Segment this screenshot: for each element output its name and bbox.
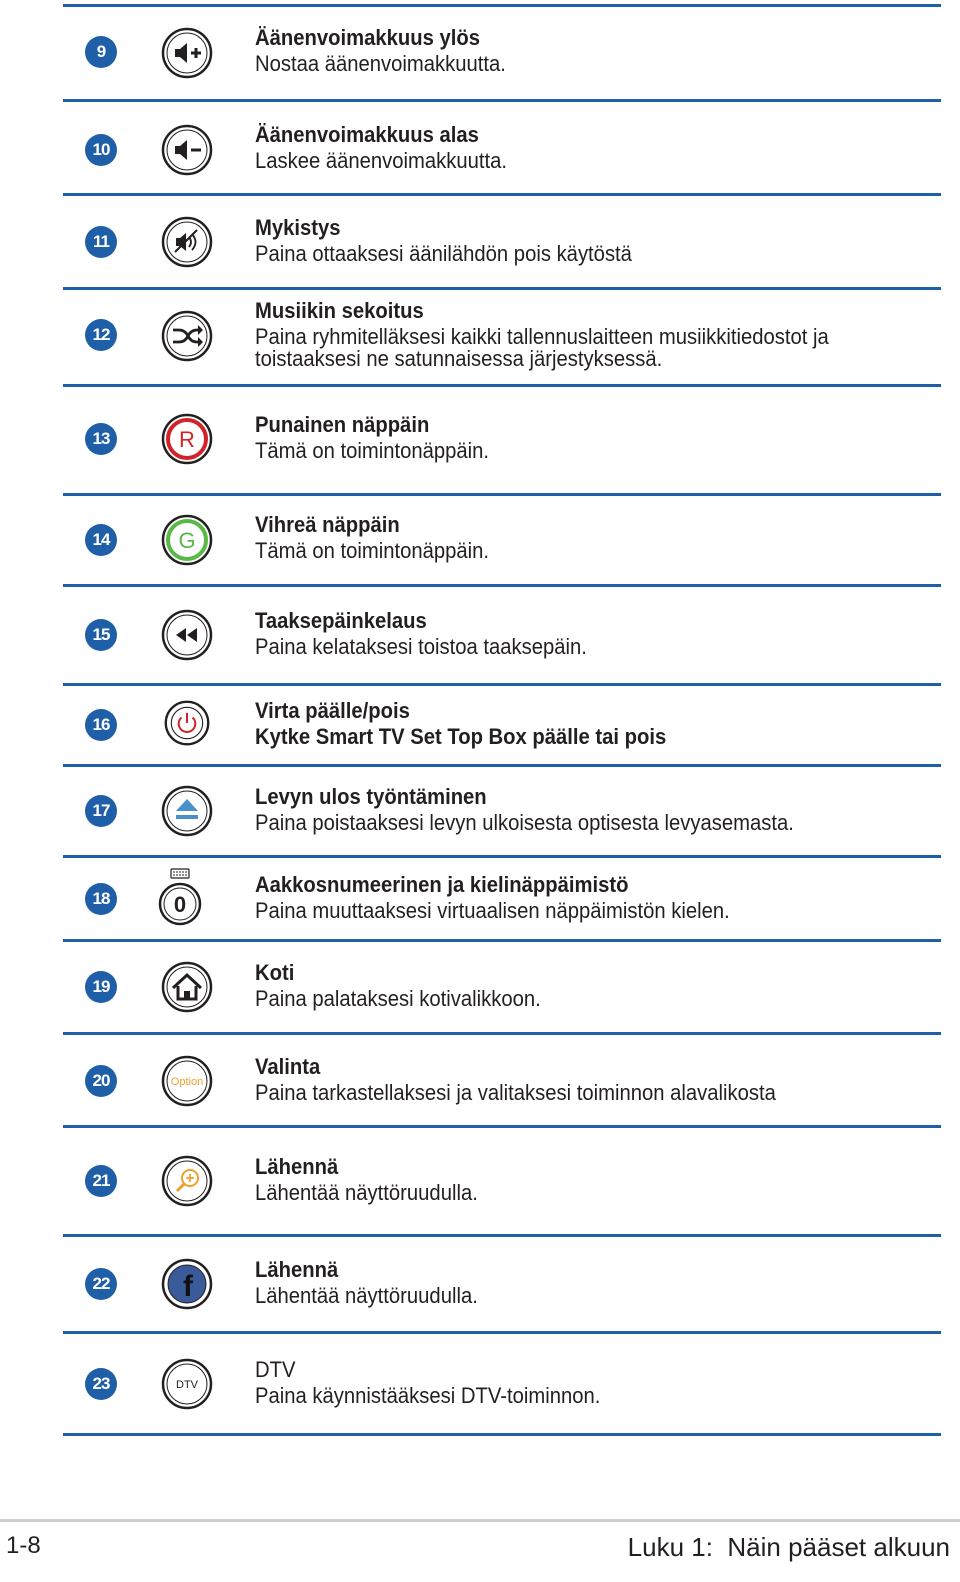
divider <box>63 855 941 858</box>
item-description: Paina kelataksesi toistoa taaksepäin. <box>255 634 587 659</box>
item-number-badge: 15 <box>85 619 117 651</box>
item-description: Tämä on toimintonäppäin. <box>255 438 490 463</box>
eject-icon <box>161 785 213 837</box>
item-number-badge: 22 <box>85 1268 117 1300</box>
item-title: Lähennä <box>255 1154 339 1179</box>
item-number-badge: 17 <box>85 795 117 827</box>
option-icon <box>161 1055 213 1107</box>
divider <box>63 683 941 686</box>
item-title: Vihreä näppäin <box>255 512 400 537</box>
item-title: Punainen näppäin <box>255 412 430 437</box>
icon-label: Option <box>170 1076 204 1088</box>
zoom-in-icon <box>161 1155 213 1207</box>
divider <box>63 287 941 290</box>
icon-label: 0 <box>173 892 187 917</box>
item-number-badge: 16 <box>85 709 117 741</box>
divider <box>63 1331 941 1334</box>
item-title: Musiikin sekoitus <box>255 298 424 323</box>
red-r-icon <box>161 413 213 465</box>
divider <box>63 1032 941 1035</box>
item-title: Aakkosnumeerinen ja kielinäppäimistö <box>255 872 629 897</box>
item-description: Paina ryhmitelläksesi kaikki tallennuslaitteen musiikkitiedostot ja toistaaksesi ne satunnaisessa järjestyksessä. <box>255 324 829 371</box>
item-number-badge: 11 <box>85 226 117 258</box>
item-number-badge: 20 <box>85 1065 117 1097</box>
item-description: Paina tarkastellaksesi ja valitaksesi toiminnon alavalikosta <box>255 1080 776 1105</box>
facebook-icon <box>161 1258 213 1310</box>
item-description: Paina palataksesi kotivalikkoon. <box>255 986 541 1011</box>
item-description: Nostaa äänenvoimakkuutta. <box>255 51 506 76</box>
chapter-title: Luku 1: Näin pääset alkuun <box>627 1532 950 1562</box>
volume-up-icon <box>161 27 213 79</box>
divider <box>63 99 941 102</box>
item-description: Lähentää näyttöruudulla. <box>255 1283 478 1308</box>
item-title: Virta päälle/pois <box>255 698 410 723</box>
item-description: Laskee äänenvoimakkuutta. <box>255 148 508 173</box>
divider <box>63 493 941 496</box>
divider <box>63 384 941 387</box>
item-title: Äänenvoimakkuus ylös <box>255 25 480 50</box>
divider <box>63 1125 941 1128</box>
divider <box>63 764 941 767</box>
item-number-badge: 9 <box>85 36 117 68</box>
item-description: Paina käynnistääksesi DTV-toiminnon. <box>255 1383 601 1408</box>
divider <box>63 939 941 942</box>
item-description: Paina ottaaksesi äänilähdön pois käytöstä <box>255 241 632 266</box>
green-g-icon <box>161 514 213 566</box>
rewind-icon <box>161 609 213 661</box>
svg-text:R: R <box>179 427 195 452</box>
divider <box>63 193 941 196</box>
item-description: Lähentää näyttöruudulla. <box>255 1180 478 1205</box>
item-number-badge: 10 <box>85 134 117 166</box>
item-title: Lähennä <box>255 1257 339 1282</box>
item-title: Taaksepäinkelaus <box>255 608 427 633</box>
svg-text:G: G <box>178 528 196 553</box>
item-number-badge: 18 <box>85 883 117 915</box>
volume-down-icon <box>161 124 213 176</box>
divider <box>63 1234 941 1237</box>
footer-divider <box>0 1519 960 1522</box>
item-title: DTV <box>255 1357 296 1382</box>
item-number-badge: 14 <box>85 524 117 556</box>
item-number-badge: 12 <box>85 319 117 351</box>
icon-label: DTV <box>176 1379 198 1391</box>
item-description: Tämä on toimintonäppäin. <box>255 538 490 563</box>
item-title: Mykistys <box>255 215 341 240</box>
dtv-icon <box>161 1358 213 1410</box>
item-title: Koti <box>255 960 295 985</box>
item-description: Paina muuttaaksesi virtuaalisen näppäimistön kielen. <box>255 898 730 923</box>
keyboard-zero-icon <box>158 868 202 930</box>
item-description: Paina poistaaksesi levyn ulkoisesta optisesta levyasemasta. <box>255 810 794 835</box>
item-number-badge: 23 <box>85 1368 117 1400</box>
shuffle-icon <box>161 310 213 362</box>
item-title: Levyn ulos työntäminen <box>255 784 487 809</box>
mute-icon <box>161 216 213 268</box>
page-number: 1-8 <box>6 1532 41 1559</box>
divider <box>63 584 941 587</box>
item-number-badge: 21 <box>85 1165 117 1197</box>
item-title: Äänenvoimakkuus alas <box>255 122 479 147</box>
item-description: Kytke Smart TV Set Top Box päälle tai pois <box>255 724 667 749</box>
icon-label: f <box>183 1270 193 1303</box>
divider <box>63 1433 941 1436</box>
power-icon <box>163 699 211 747</box>
item-title: Valinta <box>255 1054 321 1079</box>
item-number-badge: 13 <box>85 423 117 455</box>
divider <box>63 4 941 7</box>
home-icon <box>161 961 213 1013</box>
item-number-badge: 19 <box>85 971 117 1003</box>
